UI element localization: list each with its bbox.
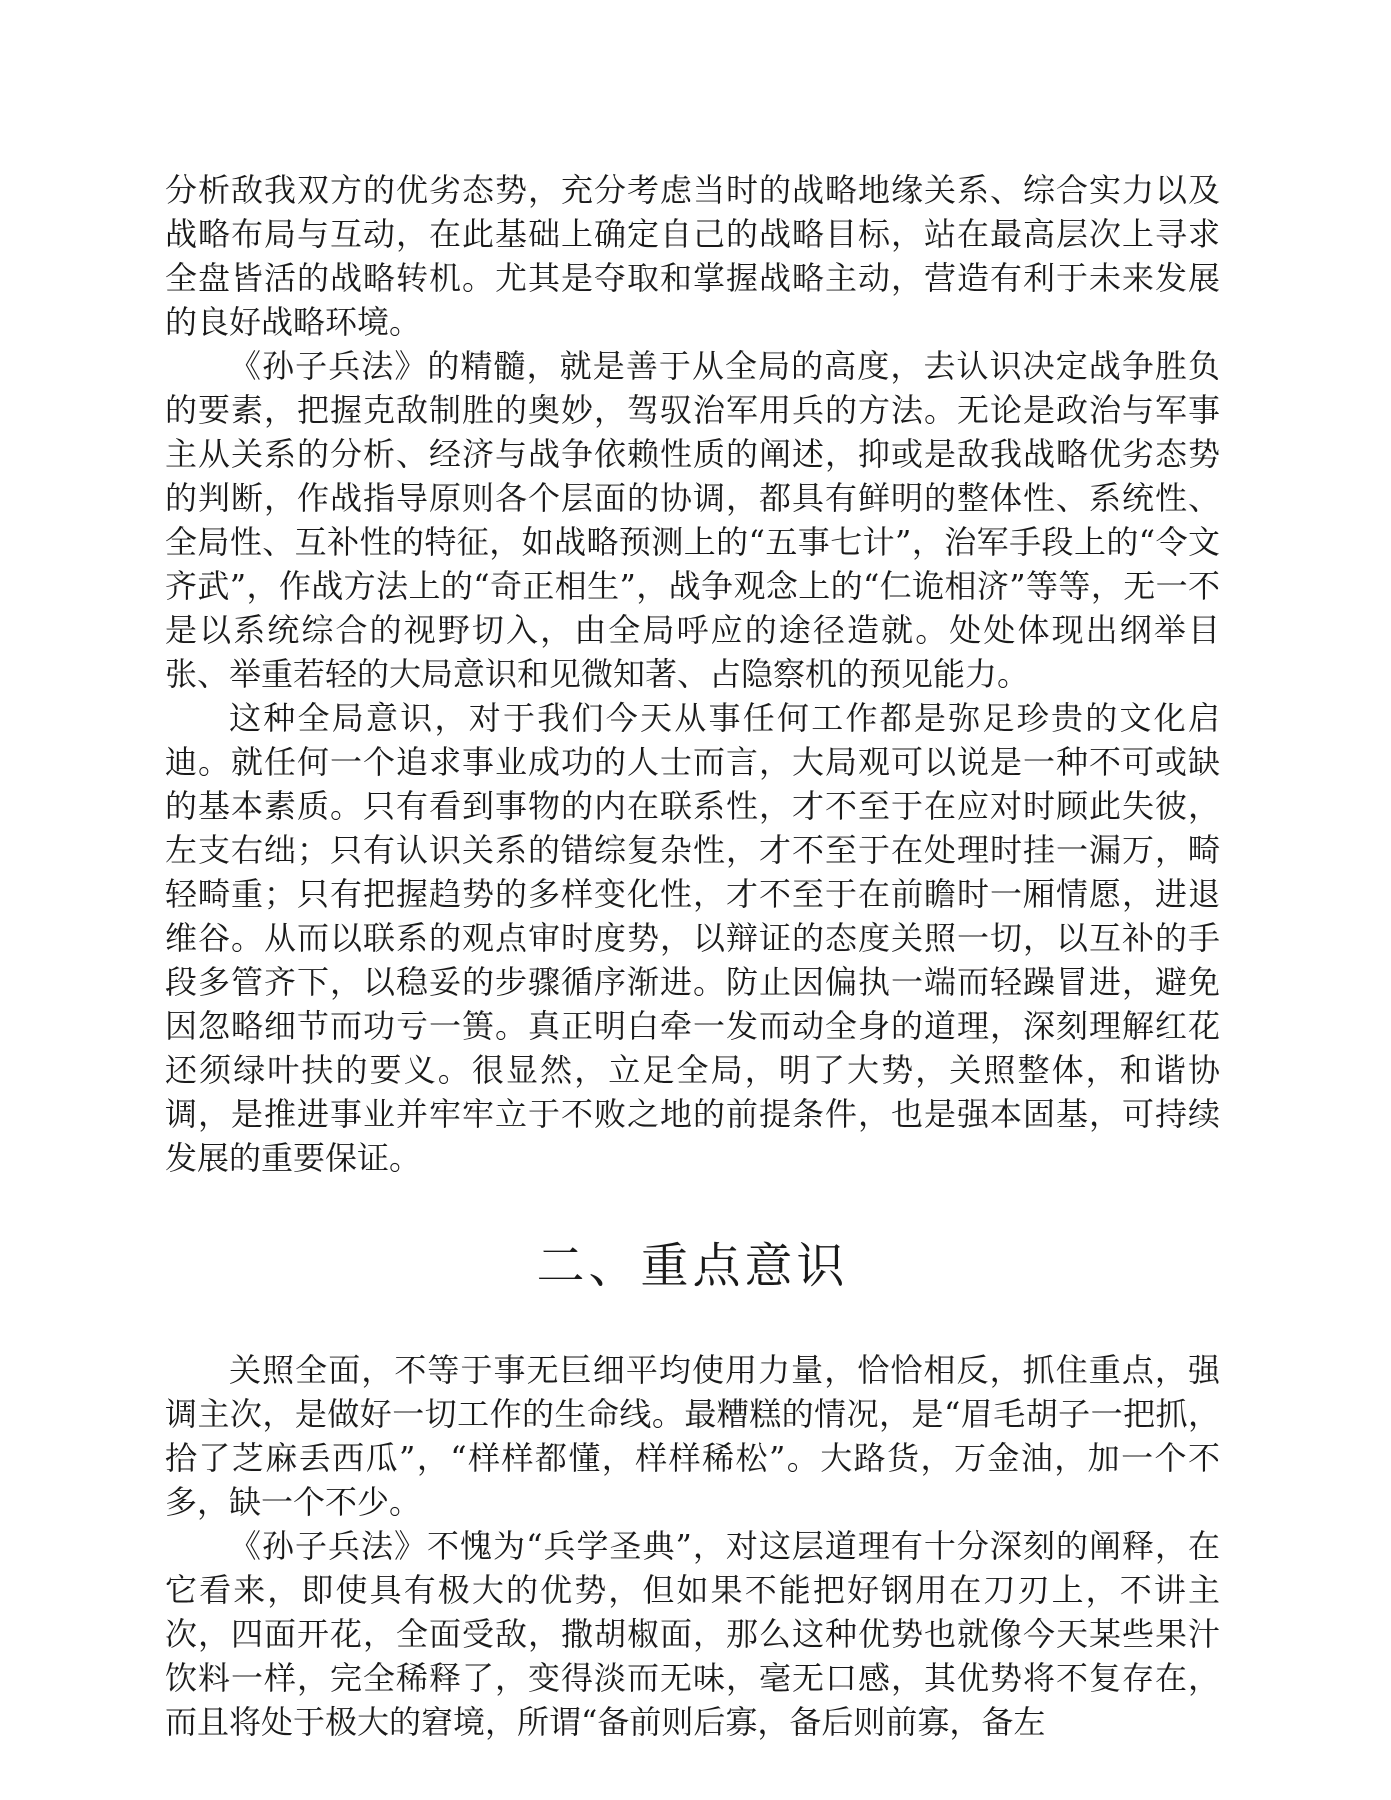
paragraph: 关照全面，不等于事无巨细平均使用力量，恰恰相反，抓住重点，强调主次，是做好一切工作的生命线。最糟糕的情况，是“眉毛胡子一把抓，拾了芝麻丢西瓜”，“样样都懂，样样稀松”。大路货，万金油，加一个不多，缺一个不少。 — [165, 1351, 1220, 1521]
document-page — [165, 168, 1220, 1744]
paragraph: 这种全局意识，对于我们今天从事任何工作都是弥足珍贵的文化启迪。就任何一个追求事业成功的人士而言，大局观可以说是一种不可或缺的基本素质。只有看到事物的内在联系性，才不至于在应对时顾此失彼，左支右绌；只有认识关系的错综复杂性，才不至于在处理时挂一漏万，畸轻畸重；只有把握趋势的多样变化性，才不至于在前瞻时一厢情愿，进退维谷。从而以联系的观点审时度势，以辩证的态度关照一切，以互补的手段多管齐下，以稳妥的步骤循序渐进。防止因偏执一端而轻躁冒进，避免因忽略细节而功亏一篑。真正明白牵一发而动全身的道理，深刻理解红花还须绿叶扶的要义。很显然，立足全局，明了大势，关照整体，和谐协调，是推进事业并牢牢立于不败之地的前提条件，也是强本固基，可持续发展的重要保证。 — [165, 699, 1220, 1177]
paragraph-continued: 分析敌我双方的优劣态势，充分考虑当时的战略地缘关系、综合实力以及战略布局与互动，在此基础上确定自己的战略目标，站在最高层次上寻求全盘皆活的战略转机。尤其是夺取和掌握战略主动，营造有利于未来发展的良好战略环境。 — [165, 171, 1220, 341]
paragraph: 《孙子兵法》不愧为“兵学圣典”，对这层道理有十分深刻的阐释，在它看来，即使具有极大的优势，但如果不能把好钢用在刀刃上，不讲主次，四面开花，全面受敌，撒胡椒面，那么这种优势也就像今天某些果汁饮料一样，完全稀释了，变得淡而无味，毫无口感，其优势将不复存在，而且将处于极大的窘境，所谓“备前则后寡，备后则前寡，备左 — [165, 1527, 1220, 1741]
paragraph: 《孙子兵法》的精髓，就是善于从全局的高度，去认识决定战争胜负的要素，把握克敌制胜的奥妙，驾驭治军用兵的方法。无论是政治与军事主从关系的分析、经济与战争依赖性质的阐述，抑或是敌我战略优劣态势的判断，作战指导原则各个层面的协调，都具有鲜明的整体性、系统性、全局性、互补性的特征，如战略预测上的“五事七计”，治军手段上的“令文齐武”，作战方法上的“奇正相生”，战争观念上的“仁诡相济”等等，无一不是以系统综合的视野切入，由全局呼应的途径造就。处处体现出纲举目张、举重若轻的大局意识和见微知著、占隐察机的预见能力。 — [165, 347, 1220, 693]
section-heading: 二、重点意识 — [536, 1238, 849, 1294]
